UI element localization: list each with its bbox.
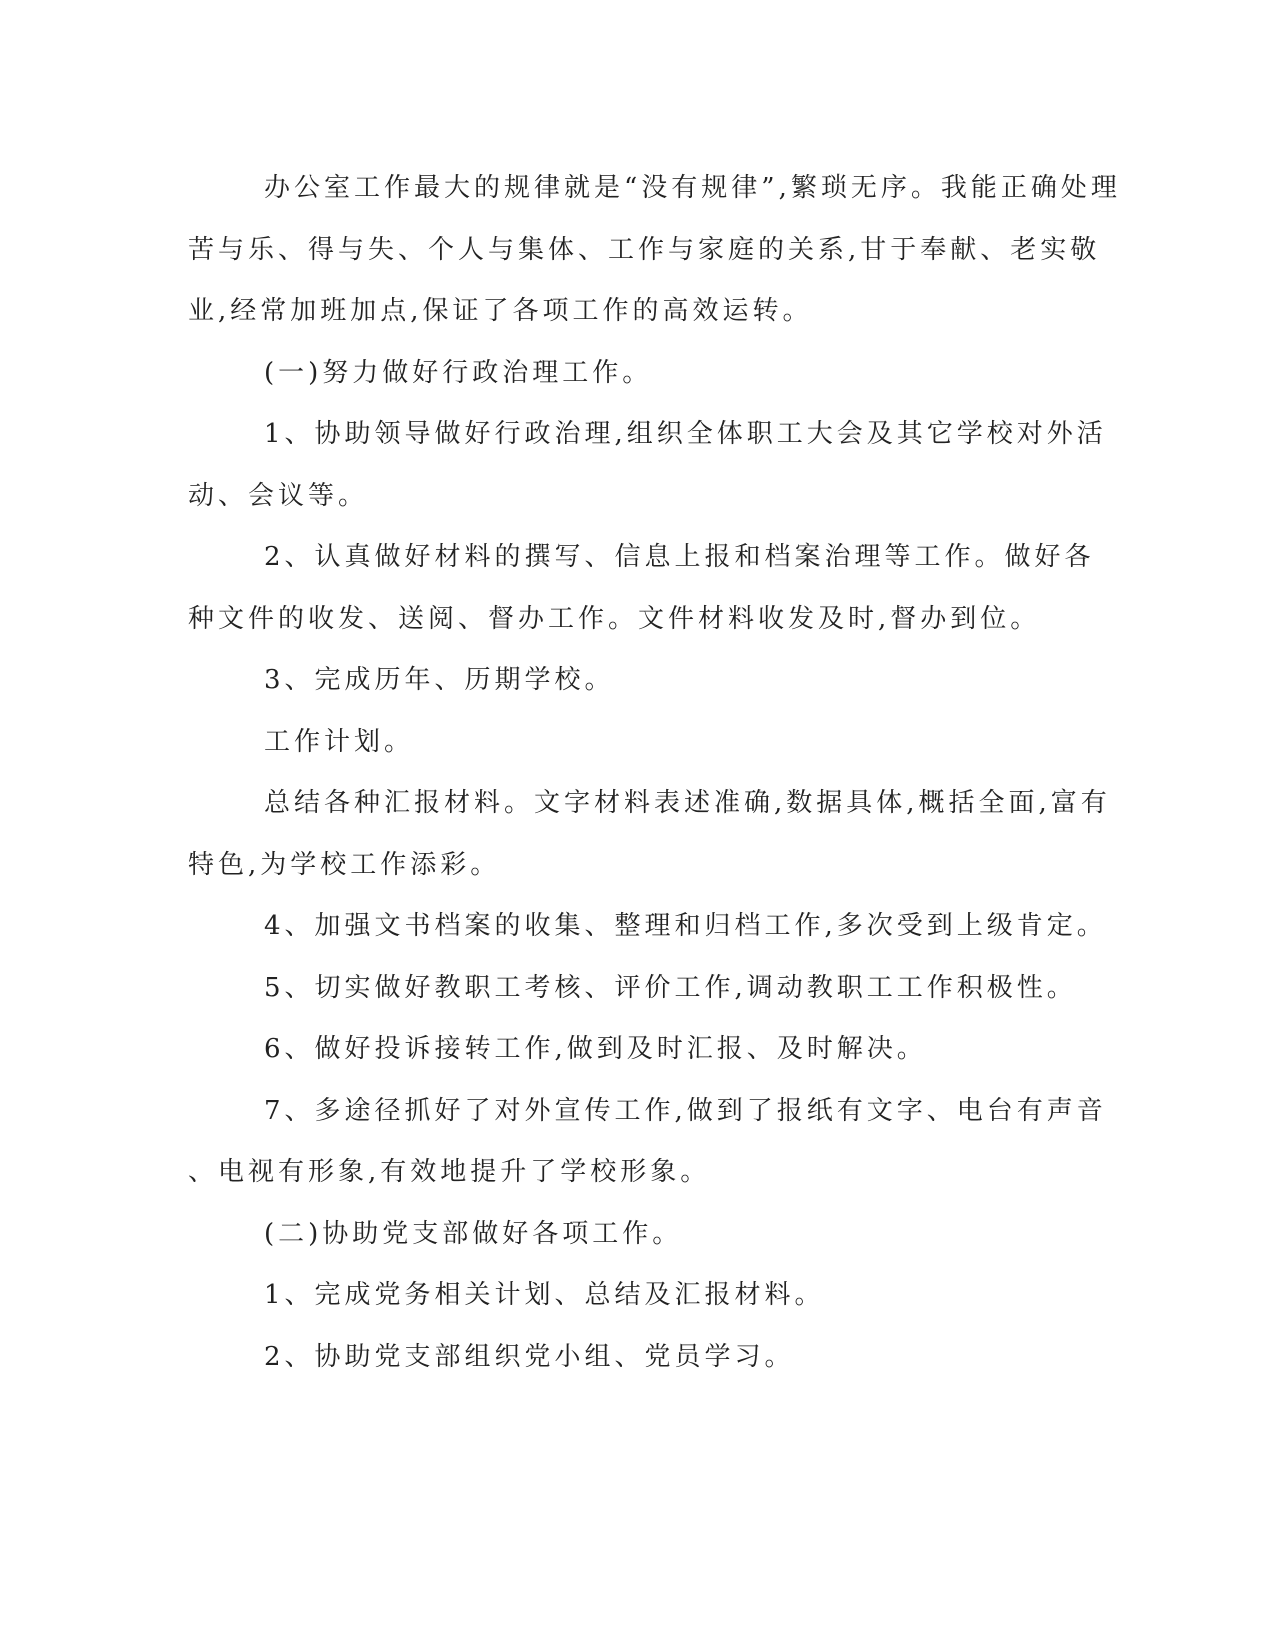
text-line: 2、协助党支部组织党小组、党员学习。 (264, 1341, 795, 1372)
text-line: 7、多途径抓好了对外宣传工作,做到了报纸有文字、电台有声音 (264, 1095, 1107, 1126)
text-line: 种文件的收发、送阅、督办工作。文件材料收发及时,督办到位。 (188, 603, 1041, 634)
text-line: 3、完成历年、历期学校。 (264, 665, 615, 695)
text-line: 工作计划。 (264, 726, 415, 757)
document-body (188, 158, 1121, 1388)
section-heading: (二)协助党支部做好各项工作。 (264, 1218, 683, 1249)
text-line: 办公室工作最大的规律就是“没有规律”,繁琐无序。我能正确处理 (264, 173, 1121, 203)
text-line: 总结各种汇报材料。文字材料表述准确,数据具体,概括全面,富有 (264, 788, 1111, 818)
text-line: 6、做好投诉接转工作,做到及时汇报、及时解决。 (264, 1034, 927, 1064)
text-line: 1、完成党务相关计划、总结及汇报材料。 (264, 1280, 825, 1310)
text-line: 、电视有形象,有效地提升了学校形象。 (188, 1157, 711, 1187)
text-line: 1、协助领导做好行政治理,组织全体职工大会及其它学校对外活 (264, 419, 1107, 449)
text-line: 特色,为学校工作添彩。 (188, 849, 501, 880)
text-line: 苦与乐、得与失、个人与集体、工作与家庭的关系,甘于奉献、老实敬 (188, 234, 1101, 265)
text-line: 动、会议等。 (188, 480, 369, 511)
text-line: 业,经常加班加点,保证了各项工作的高效运转。 (188, 296, 813, 326)
section-heading: (一)努力做好行政治理工作。 (264, 357, 653, 388)
text-line: 2、认真做好材料的撰写、信息上报和档案治理等工作。做好各 (264, 542, 1095, 572)
text-line: 5、切实做好教职工考核、评价工作,调动教职工工作积极性。 (264, 972, 1077, 1003)
text-line: 4、加强文书档案的收集、整理和归档工作,多次受到上级肯定。 (264, 911, 1107, 941)
